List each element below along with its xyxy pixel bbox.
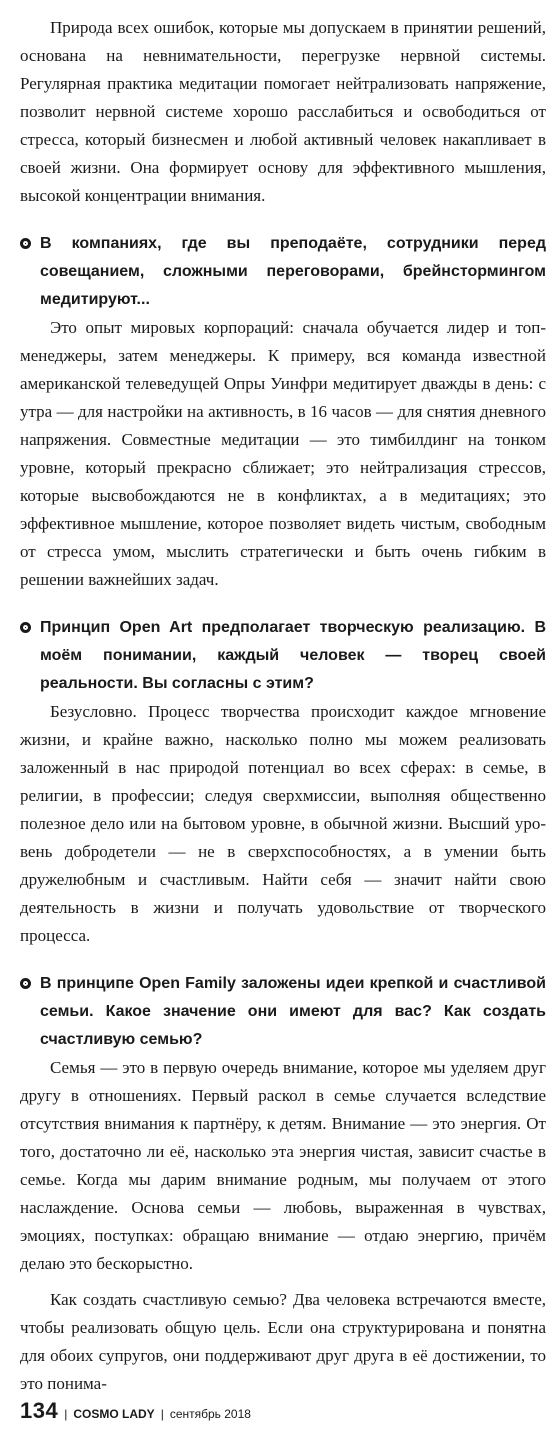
question-2 [20, 614, 546, 698]
answer-paragraph: Это опыт мировых корпораций: сначала обучается лидер и топ-менеджеры, затем менеджеры. К примеру, вся команда известной американской телеведущей Опры Уинфри медитирует дважды в день: с утра — для настройки на активность, в 16 часов — для снятия дневного напряжения. Совместные медитации — это тимбилдинг на тонком уровне, который прекрасно сближает; это нейтрализация стрессов, которые высвобождаются не в конфликтах, а в медитациях; это эффективное мышление, которое позволяет видеть чистым, свободным от стресса умом, мыслить стратегически и быть очень гибким в решении важнейших задач. [20, 318, 546, 589]
answer-paragraph: Как создать счастливую семью? Два человека встречаются вместе, чтобы реализовать общую цель. Если она структурирована и понятна для обоих супругов, они поддерживают друг друга в её достижении, то это понима- [20, 1290, 546, 1393]
answer-paragraph: Безусловно. Процесс творчества происходит каждое мгновение жизни, и крайне важно, насколько полно мы можем реализовать заложенный в нас природой потенциал во всех сферах: в семье, в религии, в профессии; следуя сверхмиссии, выполняя общественно полезное дело или на бытовом уровне, в обычной жизни. Высший уровень добродетели — не в сверхспособностях, а в умении быть дружелюбным и счастливым. Найти себя — значит найти свою деятельность в жизни и получать удовольствие от творческого процесса. [20, 702, 546, 945]
question-1 [20, 230, 546, 314]
question-bullet-icon [20, 978, 31, 989]
page-number: 134 [20, 1398, 59, 1423]
magazine-name: COSMO LADY [73, 1407, 155, 1421]
article-body [20, 14, 546, 1398]
question-bullet-icon [20, 622, 31, 633]
question-text: В принципе Open Family заложены идеи крепкой и счастливой семьи. Какое значение они имеют для вас? Как создать счастливую семью? [40, 975, 546, 1048]
question-3 [20, 970, 546, 1054]
footer-separator: | [64, 1407, 68, 1421]
question-bullet-icon [20, 238, 31, 249]
issue-date: сентябрь 2018 [169, 1407, 251, 1421]
question-text: Принцип Open Art предполагает творческую реализацию. В моём понимании, каждый человек — творец своей реальности. Вы согласны с этим? [40, 619, 546, 692]
question-text: В компаниях, где вы преподаёте, сотрудники перед совещанием, сложными переговорами, брейнстормингом медитируют... [40, 235, 546, 308]
page-footer [20, 1398, 251, 1424]
intro-paragraph: Природа всех ошибок, которые мы допускаем в принятии решений, основана на невнимательности, перегрузке нервной системы. Регулярная практика медитации помогает нейтрализовать напряжение, позволит нервной системе хорошо расслабиться и освободиться от стресса, который бизнесмен и любой активный человек накапливает в своей жизни. Она формирует основу для эффективного мышления, высокой концентрации внимания. [20, 18, 546, 205]
answer-paragraph: Семья — это в первую очередь внимание, которое мы уделяем друг другу в отношениях. Первый раскол в семье случается вследствие отсутствия внимания к партнёру, к детям. Внимание — это энергия. От того, достаточно ли её, насколько эта энергия чистая, зависит счастье в семье. Когда мы дарим внимание родным, мы получаем от этого наслаждение. Основа семьи — любовь, выраженная в чувствах, эмоциях, поступках: обращаю внимание — отдаю энергию, причём делаю это бескорыстно. [20, 1058, 546, 1273]
footer-separator: | [160, 1407, 164, 1421]
